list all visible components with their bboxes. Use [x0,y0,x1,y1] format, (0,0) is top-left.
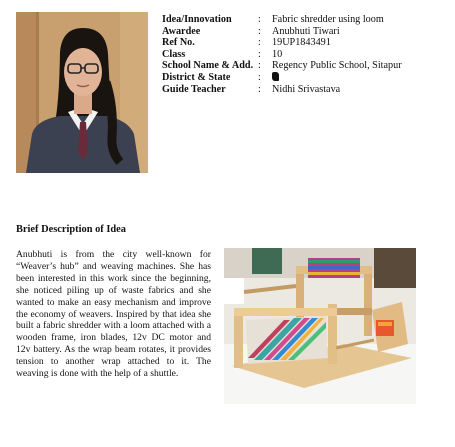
detail-label: Class [162,48,186,60]
detail-colon: : [258,83,261,95]
detail-value: 10 [272,48,283,60]
detail-value: Nidhi Srivastava [272,83,341,95]
awardee-portrait-image [16,12,148,173]
detail-label: Idea/Innovation [162,14,232,25]
detail-value [272,72,279,84]
detail-row-ref-no [162,37,402,49]
description-heading: Brief Description of Idea [16,224,126,235]
detail-colon: : [258,25,261,37]
detail-label: Guide Teacher [162,83,226,95]
detail-value: Anubhuti Tiwari [272,25,340,37]
detail-value: 19UP1843491 [272,37,331,49]
detail-colon: : [258,37,261,49]
description-text: Anubhuti is from the city well-known for “Weaver’s hub” and weaving machines. She has been interested in this work since the beginning, she noticed piling up of waste fabrics and she wanted to make an easy mechanism and improve the economy of weavers. Inspired by that idea she built a fabric shredder with a loom attached with a wooden frame, iron blades, 12v DC motor and 12v battery. As the wrap beam rotates, it provides tension to another wrap attached to it. The weaving is done with the help of a shuttle. [16,249,211,380]
detail-colon: : [258,48,261,60]
detail-row-district [162,72,402,84]
description-body [16,249,211,380]
detail-colon: : [258,14,261,25]
detail-row-school [162,60,402,72]
detail-label: Ref No. [162,37,195,49]
detail-colon: : [258,60,261,72]
detail-row-idea [162,14,402,26]
detail-label: Awardee [162,25,201,37]
detail-label: School Name & Add. [162,60,254,72]
detail-value: Regency Public School, Sitapur [272,60,402,72]
detail-value: Fabric shredder using loom [272,14,384,25]
detail-row-guide [162,84,402,96]
awardee-details [162,14,402,95]
awardee-photo [16,12,148,173]
detail-row-awardee [162,26,402,38]
detail-colon: : [258,71,261,83]
project-photo [224,248,416,404]
state-map-icon [272,72,279,81]
loom-model-image [224,248,416,404]
detail-label: District & State [162,71,231,83]
detail-row-class [162,49,402,61]
